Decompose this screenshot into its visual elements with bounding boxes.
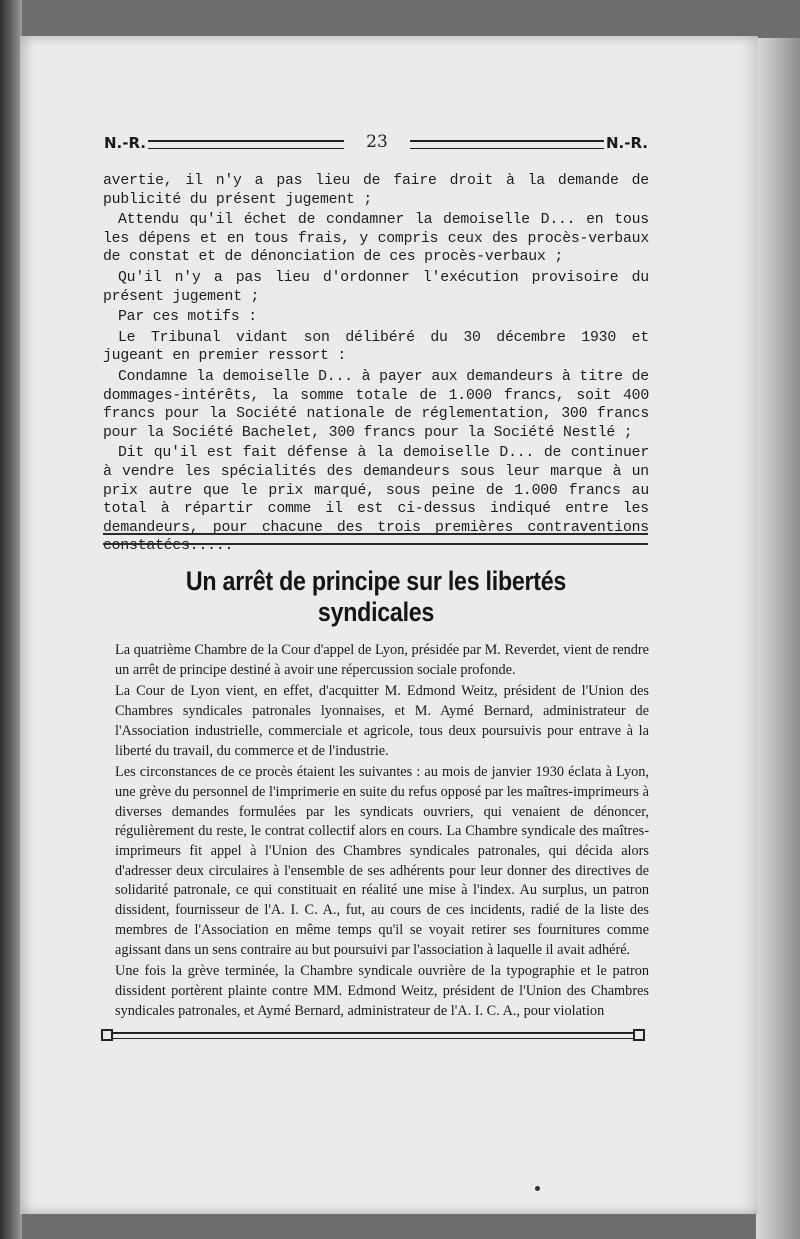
judgment-paragraph: avertie, il n'y a pas lieu de faire droit à la demande de publicité du présent jugement ;: [103, 173, 649, 208]
section-divider: [103, 533, 648, 545]
judgment-paragraph: Condamne la demoiselle D... à payer aux demandeurs à titre de dommages-intérêts, la somme totale de 1.000 francs, soit 400 francs pour la Société nationale de réglementation, 300 francs pour la Société Bachelet, 300 francs pour la Société Nestlé ;: [103, 368, 649, 441]
book-spine: [0, 0, 22, 1239]
judgment-paragraph: Le Tribunal vidant son délibéré du 30 décembre 1930 et jugeant en premier ressort :: [103, 329, 649, 365]
page-edge: [756, 38, 800, 1239]
footer-square-right: [633, 1029, 645, 1041]
judgment-paragraph: Par ces motifs :: [118, 309, 257, 326]
article-body: [115, 641, 649, 1023]
header-rule-right: [410, 140, 604, 149]
footer-square-left: [101, 1029, 113, 1041]
header-rule-left: [148, 140, 344, 149]
footer-ornament: [101, 1029, 645, 1043]
article-title: Un arrêt de principe sur les libertés syndicales: [185, 566, 567, 627]
header-right-label: N.-R.: [605, 134, 648, 152]
header-left-label: N.-R.: [104, 134, 147, 152]
ink-dot: [535, 1186, 540, 1191]
running-header: [104, 132, 648, 156]
judgment-paragraph: Qu'il n'y a pas lieu d'ordonner l'exécution provisoire du présent jugement ;: [103, 269, 649, 305]
judgment-paragraph: Dit qu'il est fait défense à la demoiselle D... de continuer à vendre les spécialités des demandeurs sous leur marque à un prix autre que le prix marqué, sous peine de 1.000 francs au total à répartir comme il est ci-dessus indiqué entre les demandeurs, pour chacune des trois premières contraventions constatées.....: [103, 445, 649, 555]
article-paragraph: La Cour de Lyon vient, en effet, d'acquitter M. Edmond Weitz, président de l'Union des Chambres syndicales patronales lyonnaises, et M. Aymé Bernard, administrateur de l'Association industrielle, commerciale et agricole, tous deux poursuivis pour entrave à la liberté du travail, du commerce et de l'industrie.: [115, 683, 649, 759]
article-paragraph: La quatrième Chambre de la Cour d'appel de Lyon, présidée par M. Reverdet, vient de rendre un arrêt de principe destiné à avoir une répercussion sociale profonde.: [115, 642, 649, 678]
page-number: 23: [366, 132, 388, 152]
article-paragraph: Les circonstances de ce procès étaient les suivantes : au mois de janvier 1930 éclata à Lyon, une grève du personnel de l'imprimerie en suite du refus opposé par les maîtres-imprimeurs à diverses demandes formulées par les syndicats ouvriers, qui venaient de dénoncer, régulièrement du reste, le contrat collectif alors en cours. La Chambre syndicale des maîtres-imprimeurs fit appel à l'Union des Chambres syndicales patronales, qui décida alors d'adresser deux circulaires à l'ensemble de ses adhérents pour leur donner des directives de solidarité patronale, ce qui constituait en réalité une mise à l'index. Au surplus, un patron dissident, fournisseur de l'A. I. C. A., fut, au cours de ces incidents, radié de la liste des membres de l'Association en même temps qu'il se voyait retirer ses fournitures comme agissant dans un sens contraire au but poursuivi par l'association à laquelle il avait adhéré.: [115, 764, 649, 958]
footer-rule: [113, 1032, 633, 1039]
article-paragraph: Une fois la grève terminée, la Chambre syndicale ouvrière de la typographie et le patron dissident portèrent plainte contre MM. Edmond Weitz, président de l'Union des Chambres syndicales patronales, et Aymé Bernard, administrateur de l'A. I. C. A., pour violation: [115, 963, 649, 1019]
judgment-text: [103, 172, 649, 558]
judgment-paragraph: Attendu qu'il échet de condamner la demoiselle D... en tous les dépens et en tous frais, y compris ceux des procès-verbaux de constat et de dénonciation de ces procès-verbaux ;: [103, 212, 649, 266]
